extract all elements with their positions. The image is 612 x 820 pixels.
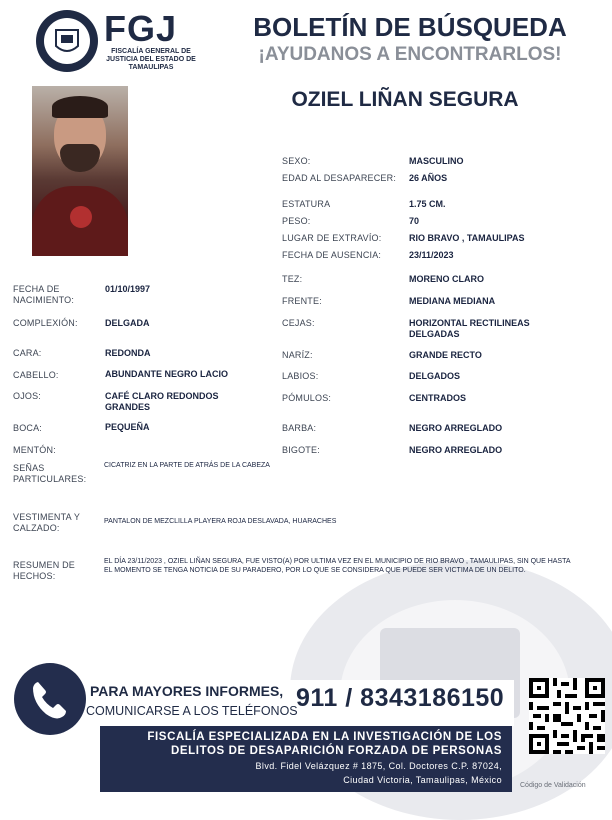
page-title: BOLETÍN DE BÚSQUEDA: [253, 12, 567, 42]
field-label-menton: MENTÓN:: [13, 445, 56, 455]
field-value-labios: DELGADOS: [409, 371, 461, 381]
agency-line-2: DELITOS DE DESAPARICIÓN FORZADA DE PERSONAS: [170, 745, 502, 757]
phone-icon: [24, 673, 76, 725]
photo-beard: [60, 144, 100, 172]
info-line-2: COMUNICARSE A LOS TELÉFONOS: [86, 704, 298, 718]
field-value-cabello: ABUNDANTE NEGRO LACIO: [105, 369, 228, 379]
field-label-bigote: BIGOTE:: [282, 445, 320, 455]
field-label-nariz: NARÍZ:: [282, 350, 313, 360]
person-name: OZIEL LIÑAN SEGURA: [291, 88, 519, 111]
field-label-cejas: CEJAS:: [282, 318, 315, 328]
field-label-resumen: RESUMEN DE HECHOS:: [13, 560, 76, 581]
field-value-nariz: GRANDE RECTO: [409, 350, 482, 360]
field-value-nacimiento: 01/10/1997: [105, 284, 151, 294]
field-value-ojos: CAFÉ CLARO REDONDOS GRANDES: [105, 391, 219, 412]
field-label-tez: TEZ:: [282, 274, 303, 284]
field-label-senas: SEÑAS PARTICULARES:: [13, 463, 87, 484]
field-value-tez: MORENO CLARO: [409, 274, 484, 284]
field-value-frente: MEDIANA MEDIANA: [409, 296, 496, 306]
field-label-cabello: CABELLO:: [13, 370, 59, 380]
agency-line-1: FISCALÍA ESPECIALIZADA EN LA INVESTIGACIÓN DE LOS: [147, 731, 502, 743]
field-value-resumen: EL DÍA 23/11/2023 , OZIEL LIÑAN SEGURA, FUE VISTO(A) POR ULTIMA VEZ EN EL MUNICIPIO DE RIO BRAVO , TAMAULIPAS, SIN QUE HASTA EL MOMENTO SE TENGA NOTICIA DE SU PARADERO, POR LO QUE SE CONSIDERA QUE PUEDE SER VICTIMA DE UN DELITO.: [104, 558, 571, 574]
field-label-nacimiento: FECHA DE NACIMIENTO:: [13, 284, 75, 305]
photo-hair: [52, 96, 108, 118]
field-value-barba: NEGRO ARREGLADO: [409, 423, 503, 433]
person-photo: [32, 86, 128, 256]
field-value-estatura: 1.75 CM.: [409, 199, 446, 209]
field-label-boca: BOCA:: [13, 423, 43, 433]
field-label-pomulos: PÓMULOS:: [282, 393, 332, 403]
field-value-pomulos: CENTRADOS: [409, 393, 467, 403]
info-line-1: PARA MAYORES INFORMES,: [90, 683, 284, 699]
field-label-barba: BARBA:: [282, 423, 317, 433]
address-line-2: Ciudad Victoria, Tamaulipas, México: [343, 775, 502, 785]
field-label-labios: LABIOS:: [282, 371, 319, 381]
field-label-fecha-ausencia: FECHA DE AUSENCIA:: [282, 250, 382, 260]
logo-text: FGJ: [104, 8, 178, 49]
field-label-cara: CARA:: [13, 348, 42, 358]
field-value-cejas: HORIZONTAL RECTILINEAS DELGADAS: [409, 318, 530, 339]
field-value-lugar: RIO BRAVO , TAMAULIPAS: [409, 233, 525, 243]
field-value-boca: PEQUEÑA: [105, 422, 150, 432]
phone-number: 911 / 8343186150: [296, 684, 505, 712]
page-subtitle: ¡AYUDANOS A ENCONTRARLOS!: [258, 44, 562, 65]
logo-subtitle: FISCALÍA GENERAL DE JUSTICIA DEL ESTADO DE TAMAULIPAS: [106, 48, 196, 71]
field-value-edad: 26 AÑOS: [409, 173, 448, 183]
field-label-vestimenta: VESTIMENTA Y CALZADO:: [13, 512, 80, 533]
field-label-lugar: LUGAR DE EXTRAVÍO:: [282, 233, 382, 243]
qr-code[interactable]: [529, 678, 605, 754]
field-value-sexo: MASCULINO: [409, 156, 464, 166]
field-value-vestimenta: PANTALON DE MEZCLILLA PLAYERA ROJA DESLAVADA, HUARACHES: [104, 518, 337, 525]
field-value-peso: 70: [409, 216, 420, 226]
field-label-ojos: OJOS:: [13, 391, 42, 401]
field-label-estatura: ESTATURA: [282, 199, 331, 209]
field-label-complexion: COMPLEXIÓN:: [13, 318, 78, 328]
field-label-sexo: SEXO:: [282, 156, 311, 166]
address-line-1: Blvd. Fidel Velázquez # 1875, Col. Doctores C.P. 87024,: [255, 761, 502, 771]
field-value-fecha-ausencia: 23/11/2023: [409, 250, 454, 260]
field-value-senas: CICATRIZ EN LA PARTE DE ATRÁS DE LA CABEZA: [104, 462, 270, 469]
field-label-peso: PESO:: [282, 216, 311, 226]
field-label-frente: FRENTE:: [282, 296, 322, 306]
fgj-logo-inner: [44, 18, 90, 64]
field-label-edad: EDAD AL DESAPARECER:: [282, 173, 397, 183]
field-value-complexion: DELGADA: [105, 318, 150, 328]
field-value-cara: REDONDA: [105, 348, 151, 358]
qr-caption: Código de Validación: [520, 782, 586, 789]
photo-emblem: [70, 206, 92, 228]
field-value-bigote: NEGRO ARREGLADO: [409, 445, 503, 455]
